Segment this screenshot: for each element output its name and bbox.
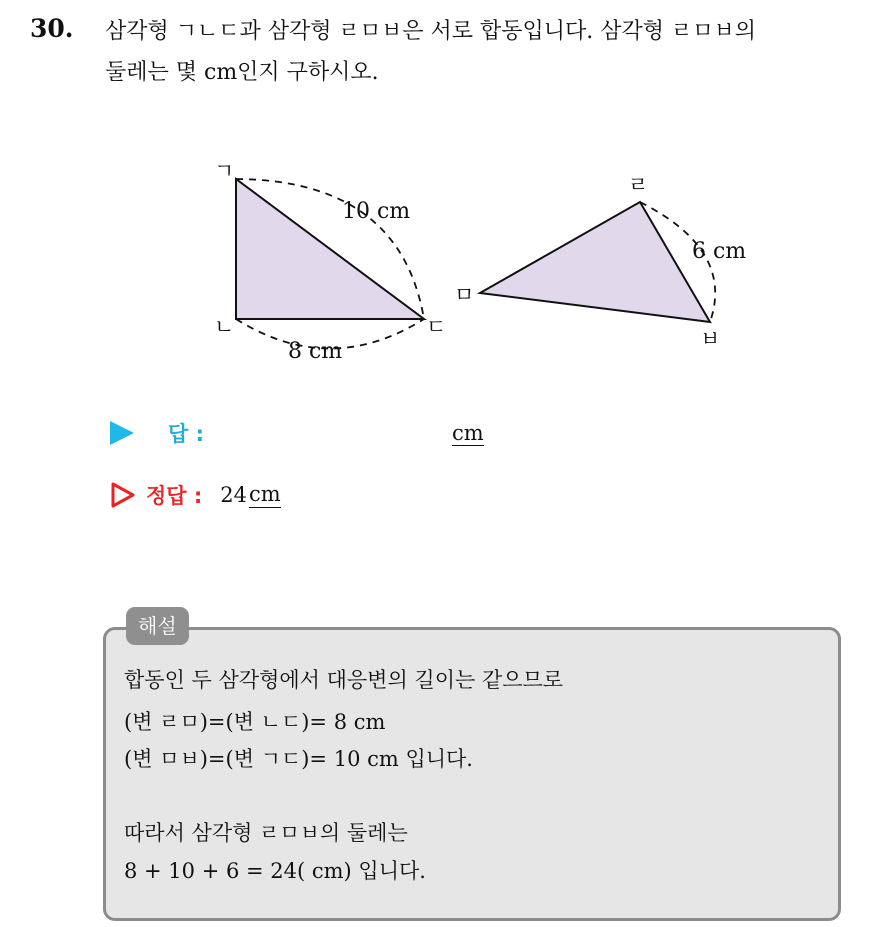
base-length-label: 8 cm	[288, 339, 343, 364]
answer-row	[110, 418, 204, 448]
hypotenuse-length-label: 10 cm	[342, 199, 411, 224]
question-text-line-2: 둘레는 몇 cm인지 구하시오.	[105, 60, 379, 85]
correct-answer-label: 정답 :	[146, 484, 203, 508]
outline-triangle-icon	[110, 482, 136, 508]
solution-line-4: 따라서 삼각형 ㄹㅁㅂ의 둘레는	[124, 821, 408, 845]
solution-line-1: 합동인 두 삼각형에서 대응변의 길이는 같으므로	[124, 668, 564, 692]
vertex-label-4: ㄹ	[628, 173, 649, 197]
answer-label: 답 :	[168, 422, 204, 446]
correct-answer-row	[110, 480, 281, 510]
triangle-2	[480, 202, 710, 322]
vertex-label-5: ㅁ	[454, 283, 475, 307]
vertex-label-3: ㄷ	[426, 315, 447, 339]
vertex-label-1: ㄱ	[214, 159, 235, 183]
solution-line-3: (변 ㅁㅂ)=(변 ㄱㄷ)= 10 cm 입니다.	[124, 747, 473, 771]
solution-line-2: (변 ㄹㅁ)=(변 ㄴㄷ)= 8 cm	[124, 710, 386, 734]
side-length-label: 6 cm	[692, 239, 747, 264]
solution-line-5: 8 + 10 + 6 = 24( cm) 입니다.	[124, 859, 426, 883]
play-triangle-icon	[110, 421, 134, 445]
answer-blank-unit: cm	[452, 421, 484, 445]
correct-answer-unit: cm	[249, 482, 281, 507]
solution-tag: 해설	[126, 607, 189, 645]
question-text-line-1: 삼각형 ㄱㄴㄷ과 삼각형 ㄹㅁㅂ은 서로 합동입니다. 삼각형 ㄹㅁㅂ의	[105, 19, 757, 44]
vertex-label-2: ㄴ	[214, 315, 235, 339]
vertex-label-6: ㅂ	[700, 327, 721, 351]
correct-answer-value: 24	[220, 483, 248, 507]
question-number: 30.	[30, 14, 74, 43]
congruent-triangles-figure	[0, 140, 884, 380]
